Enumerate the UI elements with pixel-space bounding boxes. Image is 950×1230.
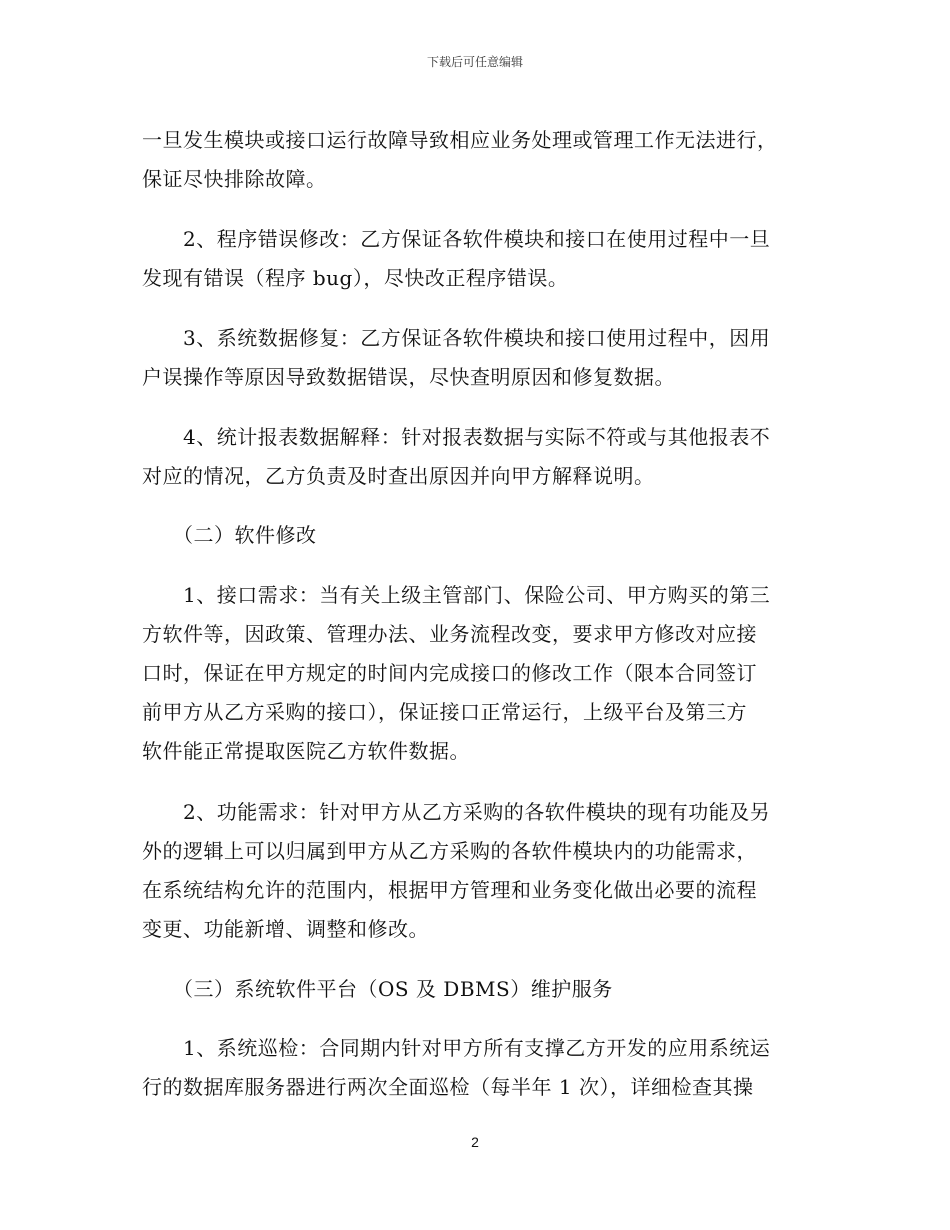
paragraph-1: [142, 121, 810, 199]
text-line: 一旦发生模块或接口运行故障导致相应业务处理或管理工作无法进行，: [142, 128, 778, 152]
text-line: 软件能正常提取医院乙方软件数据。: [142, 739, 470, 763]
text-line: 户误操作等原因导致数据错误，尽快查明原因和修复数据。: [142, 365, 675, 389]
text-line: 4、统计报表数据解释：针对报表数据与实际不符或与其他报表不: [142, 425, 771, 449]
section-heading-platform-maintenance: [142, 970, 810, 1009]
text-line: 3、系统数据修复：乙方保证各软件模块和接口使用过程中，因用: [142, 326, 771, 350]
text-line: （二）软件修改: [142, 523, 317, 547]
text-line: （三）系统软件平台（OS 及 DBMS）维护服务: [142, 977, 613, 1001]
text-line: 方软件等，因政策、管理办法、业务流程改变，要求甲方修改对应接: [142, 622, 757, 646]
paragraph-3: [142, 319, 810, 397]
paragraph-4: [142, 418, 810, 496]
text-line: 对应的情况，乙方负责及时查出原因并向甲方解释说明。: [142, 464, 655, 488]
text-line: 1、接口需求：当有关上级主管部门、保险公司、甲方购买的第三: [142, 583, 771, 607]
text-line: 2、功能需求：针对甲方从乙方采购的各软件模块的现有功能及另: [142, 800, 771, 824]
text-line: 发现有错误（程序 bug），尽快改正程序错误。: [142, 266, 569, 290]
section-heading-software-modification: [142, 516, 810, 555]
text-line: 口时，保证在甲方规定的时间内完成接口的修改工作（限本合同签订: [142, 661, 757, 685]
text-line: 外的逻辑上可以归属到甲方从乙方采购的各软件模块内的功能需求，: [142, 839, 757, 863]
text-line: 变更、功能新增、调整和修改。: [142, 917, 429, 941]
text-line: 保证尽快排除故障。: [142, 167, 327, 191]
page-header: 下载后可任意编辑: [426, 55, 523, 69]
paragraph-6: [142, 793, 810, 949]
paragraph-2: [142, 220, 810, 298]
paragraph-5: [142, 576, 810, 771]
text-line: 2、程序错误修改：乙方保证各软件模块和接口在使用过程中一旦: [142, 227, 771, 251]
text-line: 1、系统巡检：合同期内针对甲方所有支撑乙方开发的应用系统运: [142, 1036, 771, 1060]
page-number: 2: [471, 1134, 479, 1150]
paragraph-7: [142, 1029, 810, 1107]
text-line: 行的数据库服务器进行两次全面巡检（每半年 1 次），详细检查其操: [142, 1075, 754, 1099]
text-line: 在系统结构允许的范围内，根据甲方管理和业务变化做出必要的流程: [142, 878, 757, 902]
text-line: 前甲方从乙方采购的接口），保证接口正常运行，上级平台及第三方: [142, 700, 747, 724]
